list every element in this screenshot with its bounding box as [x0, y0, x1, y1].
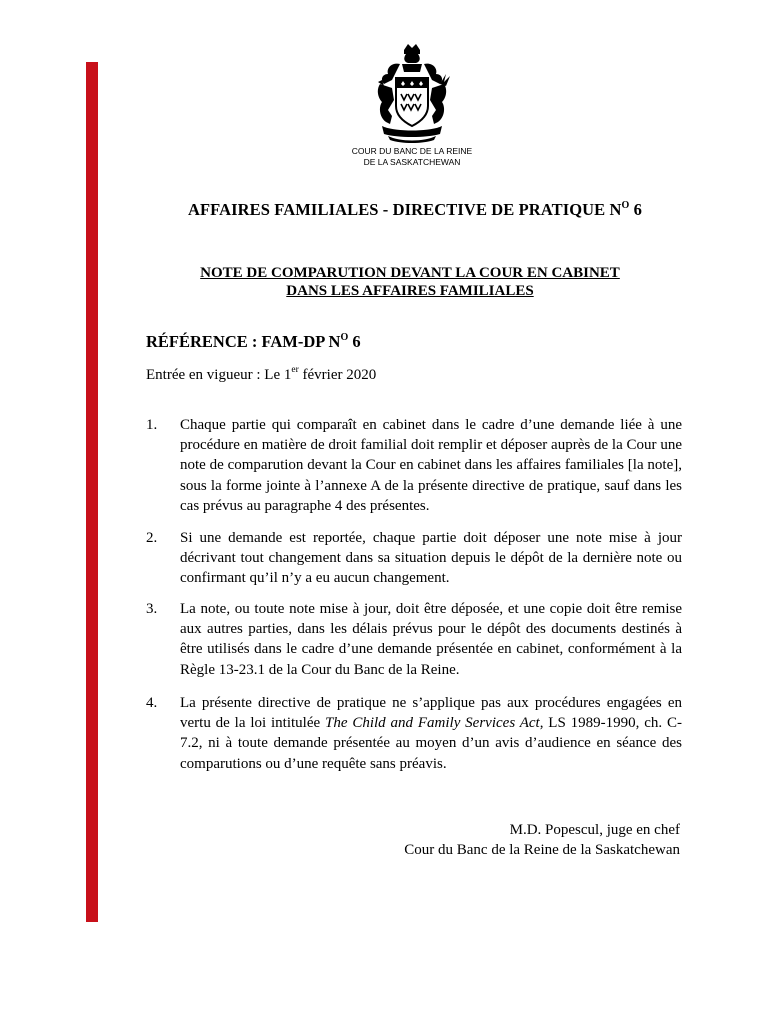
- paragraph-text: [180, 693, 682, 774]
- reference-number: 6: [348, 332, 361, 351]
- effective-date-superscript: er: [291, 365, 299, 375]
- reference-text: RÉFÉRENCE : FAM-DP N: [146, 332, 341, 351]
- effective-date: [146, 366, 376, 384]
- paragraph-number: 1.: [146, 417, 158, 433]
- reference-heading: [146, 332, 361, 352]
- margin-red-bar: [86, 62, 98, 922]
- act-title: The Child and Family Services Act: [325, 715, 540, 732]
- document-title: [120, 200, 710, 220]
- paragraph-number: 3.: [146, 601, 158, 617]
- signature-block: [404, 820, 680, 860]
- court-header-line-2: DE LA SASKATCHEWAN: [363, 157, 461, 167]
- paragraph-text: Chaque partie qui comparaît en cabinet dans le cadre d’une demande liée à une procédure en matière de droit familial doit remplir et déposer auprès de la Cour une note de comparution devant la Cour en cabinet dans les affaires familiales [la note], sous la forme jointe à l’annexe A de la présente directive de pratique, sauf dans les cas prévus au paragraphe 4 des présentes.: [180, 417, 682, 514]
- paragraph-text: Si une demande est reportée, chaque partie doit déposer une note mise à jour décrivant tout changement dans sa situation depuis le dépôt de la dernière note ou confirmant qu’il n’y a eu aucun changement.: [180, 530, 682, 587]
- document-title-text: AFFAIRES FAMILIALES - DIRECTIVE DE PRATIQUE N: [187, 200, 622, 219]
- coat-of-arms-icon: [370, 40, 454, 144]
- document-title-superscript: O: [621, 199, 630, 211]
- document-title-number: 6: [629, 200, 643, 219]
- paragraph-text: La note, ou toute note mise à jour, doit être déposée, et une copie doit être remise aux autres parties, dans les délais prévus pour le dépôt des documents destinés à être utilisés dans le cadre d’une demande présentée en cabinet, conformément à la Règle 13-23.1 de la Cour du Banc de la Reine.: [180, 601, 682, 678]
- effective-date-suffix: février 2020: [298, 367, 377, 383]
- document-subtitle-line-1: NOTE DE COMPARUTION DEVANT LA COUR EN CABINET: [200, 265, 620, 281]
- document-subtitle-line-2: DANS LES AFFAIRES FAMILIALES: [286, 283, 534, 299]
- paragraph-text-before: La présente directive de pratique ne s’applique pas aux procédures engagées en vertu de la loi intitulée: [180, 695, 682, 732]
- court-header-line-1: COUR DU BANC DE LA REINE: [351, 146, 473, 156]
- document-subtitle: [130, 264, 690, 300]
- signature-court: Cour du Banc de la Reine de la Saskatchewan: [404, 842, 680, 858]
- paragraph-number: 2.: [146, 530, 158, 546]
- court-header: [262, 146, 562, 168]
- paragraph-text-after: , LS 1989-1990, ch. C-7.2, ni à toute demande présentée au moyen d’un avis d’audience en séance des comparutions ou d’une requête sans préavis.: [180, 715, 682, 772]
- reference-superscript: O: [340, 331, 349, 343]
- paragraph-number: 4.: [146, 695, 158, 711]
- signature-name: M.D. Popescul, juge en chef: [509, 822, 680, 838]
- effective-date-prefix: Entrée en vigueur : Le 1: [146, 367, 292, 383]
